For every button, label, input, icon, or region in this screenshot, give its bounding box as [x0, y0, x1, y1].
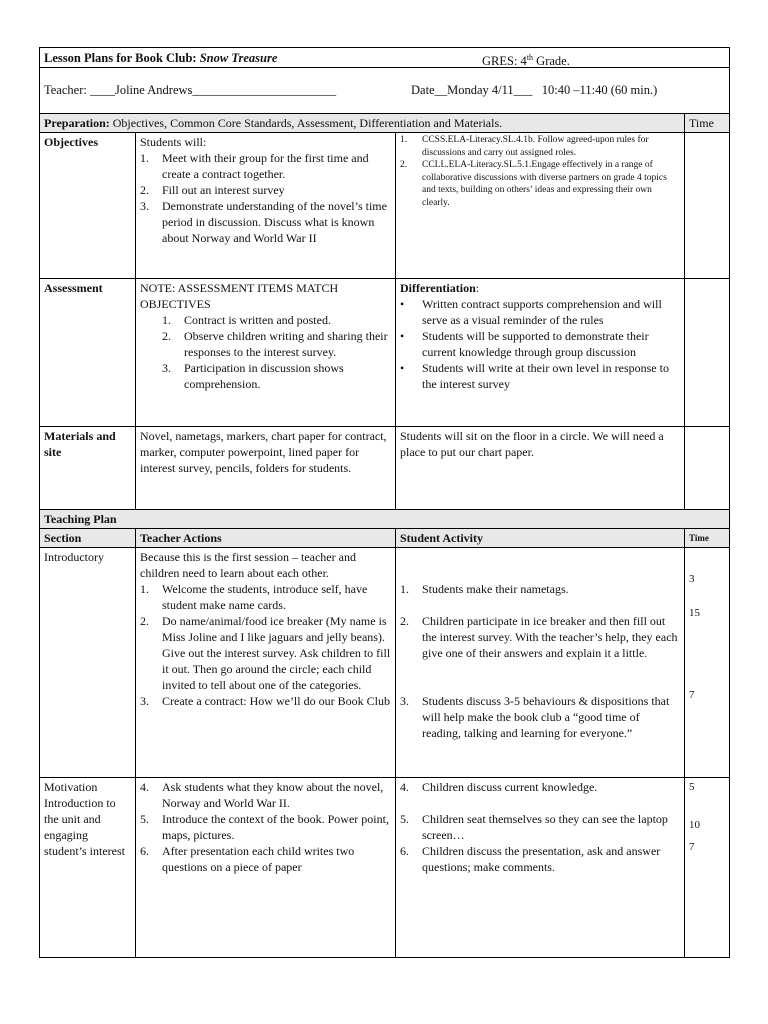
time-value: 7	[689, 841, 695, 853]
list-item: 6. Children discuss the presentation, ask and answer questions; make comments.	[400, 844, 661, 874]
standards-list	[400, 134, 680, 209]
teacher-label: Teacher: ____	[44, 83, 115, 97]
time-range: 10:40 –11:40 (60 min.)	[541, 83, 658, 97]
lesson-plan-document	[39, 47, 729, 958]
materials-label: Materials and site	[40, 427, 136, 510]
list-item: 2. Observe children writing and sharing their responses to the interest survey.	[162, 329, 388, 359]
assessment-label: Assessment	[40, 279, 136, 427]
motivation-row	[40, 778, 730, 958]
time-value: 3	[689, 573, 695, 585]
list-item: 1. CCSS.ELA-Literacy.SL.4.1b. Follow agreed-upon rules for discussions and carry out assigned roles.	[400, 135, 649, 158]
site-text: Students will sit on the floor in a circle. We will need a place to put our chart paper.	[396, 427, 685, 510]
differentiation-label: Differentiation	[400, 281, 476, 295]
preparation-label: Preparation:	[44, 116, 110, 130]
motivation-student-list	[400, 779, 680, 875]
introductory-row	[40, 548, 730, 778]
teaching-plan-header	[40, 510, 730, 529]
col-section: Section	[40, 529, 136, 548]
list-item: 3. Participation in discussion shows comprehension.	[162, 361, 344, 391]
list-item: 3. Demonstrate understanding of the novel’s time period in discussion. Discuss what is known about Norway and World War II	[140, 199, 387, 245]
list-item: 2. Do name/animal/food ice breaker (My name is Miss Joline and I like jaguars and jelly beans). Give out the interest survey. Ask children to fill it out. Then go around the circle; each child invited to tell about one of the categories.	[140, 614, 391, 692]
intro-student-list	[400, 581, 680, 741]
objectives-row	[40, 133, 730, 279]
teaching-plan-label: Teaching Plan	[40, 510, 730, 529]
col-student-activity: Student Activity	[396, 529, 685, 548]
col-teacher-actions: Teacher Actions	[136, 529, 396, 548]
time-value: 7	[689, 689, 695, 701]
objectives-label: Objectives	[40, 133, 136, 279]
list-item: • Students will write at their own level in response to the interest survey	[400, 361, 669, 391]
list-item: 4. Children discuss current knowledge.	[400, 780, 598, 794]
time-value: 10	[689, 819, 700, 831]
materials-text: Novel, nametags, markers, chart paper for contract, marker, computer powerpoint, lined paper for interest survey, pencils, folders for students.	[136, 427, 396, 510]
intro-teacher-list	[140, 581, 391, 709]
time-value: 5	[689, 781, 695, 793]
motivation-teacher-list	[140, 779, 391, 875]
title-prefix: Lesson Plans for Book Club:	[44, 51, 200, 65]
materials-row	[40, 427, 730, 510]
list-item: 2. Children participate in ice breaker and then fill out the interest survey. With the teacher’s help, they each give one of their answers and explain it a little.	[400, 614, 678, 660]
preparation-header	[40, 114, 730, 133]
teaching-plan-columns	[40, 529, 730, 548]
objectives-list	[140, 150, 391, 246]
teacher-name: Joline Andrews	[114, 83, 193, 97]
assessment-list	[140, 312, 391, 392]
col-time: Time	[685, 529, 730, 548]
teacher-row: Teacher: ____Joline Andrews_______________________ Date__Monday 4/11___ 10:40 –11:40 (60 min.)	[40, 68, 730, 114]
date-info: Date__Monday 4/11___ 10:40 –11:40 (60 min.)	[411, 83, 658, 97]
list-item: 1. Contract is written and posted.	[162, 313, 331, 327]
list-item: • Written contract supports comprehension and will serve as a visual reminder of the rules	[400, 297, 662, 327]
list-item: 2. CCLL.ELA-Literacy.SL.5.1.Engage effectively in a range of collaborative discussions with diverse partners on grade 4 topics and texts, building on others’ ideas and expressing their own clearly.	[400, 160, 667, 208]
motivation-section: Motivation Introduction to the unit and engaging student’s interest	[40, 778, 136, 958]
list-item: 1. Welcome the students, introduce self, have student make name cards.	[140, 582, 368, 612]
list-item: 5. Introduce the context of the book. Power point, maps, pictures.	[140, 812, 389, 842]
list-item: • Students will be supported to demonstrate their current knowledge through group discussion	[400, 329, 649, 359]
grade-info: GRES: 4th Grade.	[482, 53, 570, 69]
list-item: 6. After presentation each child writes two questions on a piece of paper	[140, 844, 355, 874]
list-item: 3. Students discuss 3-5 behaviours & dispositions that will help make the book club a “good time of reading, talking and learning for everyone.”	[400, 694, 670, 740]
list-item: 1. Students make their nametags.	[400, 582, 569, 596]
time-value: 15	[689, 607, 700, 619]
list-item: 3. Create a contract: How we’ll do our Book Club	[140, 694, 390, 708]
assessment-row: Assessment NOTE: ASSESSMENT ITEMS MATCH OBJECTIVES 1. Contract is written and posted. 2. Observe children writing and sharing their responses to the interest survey. 3. Participation in discussion shows comprehension. Differentiation: • Written contract supports comprehension and will serve as a visual reminder of the rules • Students will be supported to demonstrate their current knowledge through group discussion • Students will write at their own level in response to the interest survey	[40, 279, 730, 427]
differentiation-list	[400, 296, 680, 392]
preparation-text: Objectives, Common Core Standards, Assessment, Differentiation and Materials.	[109, 116, 503, 130]
time-header: Time	[685, 114, 730, 133]
list-item: 4. Ask students what they know about the novel, Norway and World War II.	[140, 780, 384, 810]
introductory-section: Introductory	[40, 548, 136, 778]
title-row	[40, 48, 730, 68]
list-item: 5. Children seat themselves so they can see the laptop screen…	[400, 812, 668, 842]
objectives-intro: Students will:	[140, 135, 207, 149]
list-item: 1. Meet with their group for the first time and create a contract together.	[140, 151, 369, 181]
assessment-note: NOTE: ASSESSMENT ITEMS MATCH OBJECTIVES	[140, 281, 339, 311]
list-item: 2. Fill out an interest survey	[140, 183, 285, 197]
introductory-lead: Because this is the first session – teacher and children need to learn about each other.	[140, 550, 356, 580]
book-title: Snow Treasure	[199, 51, 278, 65]
lesson-plan-table	[39, 47, 730, 958]
